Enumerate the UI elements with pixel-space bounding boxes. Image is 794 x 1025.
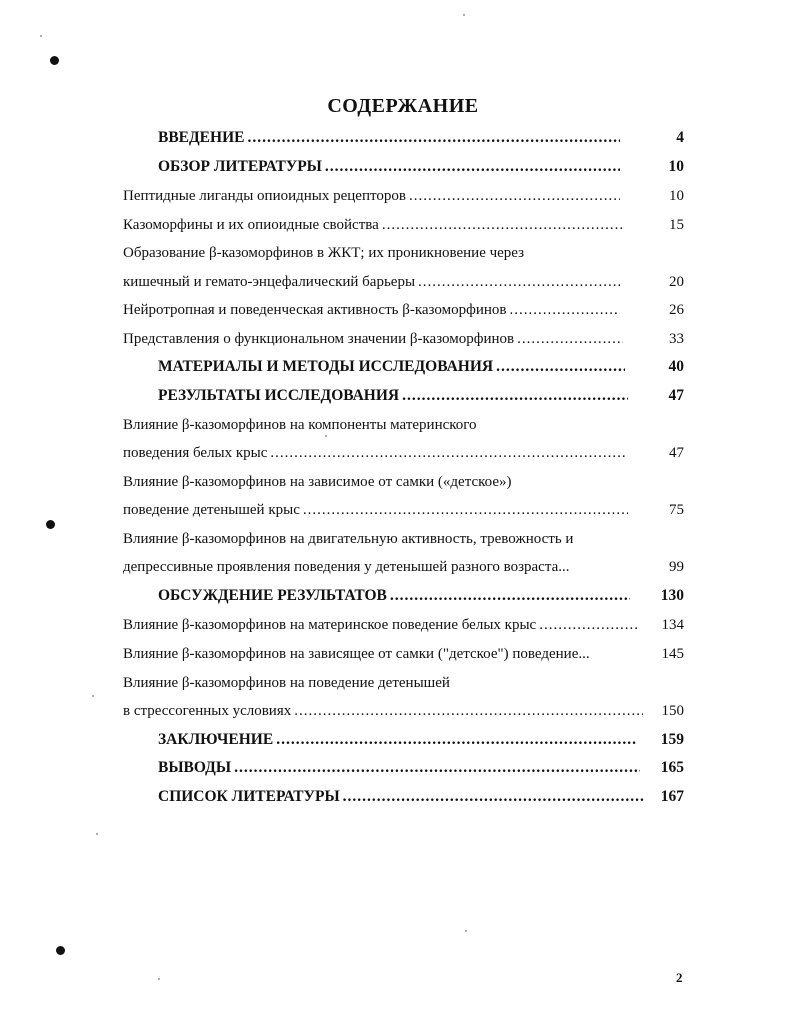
scan-speck xyxy=(40,35,42,37)
toc-entry-label: РЕЗУЛЬТАТЫ ИССЛЕДОВАНИЯ xyxy=(158,387,400,404)
leader-dots xyxy=(382,213,623,237)
toc-entry-introduction[interactable] xyxy=(0,126,794,150)
toc-entry-label: Казоморфины и их опиоидные свойства xyxy=(123,217,379,233)
toc-entry-page: 26 xyxy=(669,302,684,318)
toc-entry-page: 165 xyxy=(660,759,684,776)
toc-entry[interactable] xyxy=(0,470,794,494)
toc-entry-page: 20 xyxy=(669,274,684,290)
toc-entry[interactable] xyxy=(0,555,794,579)
leader-dots xyxy=(247,126,620,150)
toc-entry-page: 4 xyxy=(676,129,684,146)
toc-entry-page: 159 xyxy=(660,731,684,748)
toc-entry-page: 40 xyxy=(668,358,684,375)
toc-entry-label: поведение детенышей крыс xyxy=(123,502,300,518)
toc-entry-label: СПИСОК ЛИТЕРАТУРЫ xyxy=(158,788,340,805)
toc-entry-page: 134 xyxy=(661,617,684,633)
toc-entry[interactable] xyxy=(0,527,794,551)
toc-entry-page: 167 xyxy=(660,788,684,805)
toc-entry[interactable] xyxy=(0,327,794,351)
toc-entry-discussion[interactable] xyxy=(0,584,794,608)
leader-dots xyxy=(496,355,625,379)
scan-speck xyxy=(92,695,94,697)
toc-entry-materials-methods[interactable] xyxy=(0,355,794,379)
toc-entry-page: 145 xyxy=(661,646,684,662)
toc-entry[interactable] xyxy=(0,671,794,695)
toc-entry-label: МАТЕРИАЛЫ И МЕТОДЫ ИССЛЕДОВАНИЯ xyxy=(158,358,494,375)
leader-dots xyxy=(418,270,620,294)
toc-entry[interactable] xyxy=(0,642,794,666)
leader-dots xyxy=(409,184,620,208)
toc-entry-page: 33 xyxy=(669,331,684,347)
toc-entry-page: 10 xyxy=(668,158,684,175)
toc-entry[interactable] xyxy=(0,213,794,237)
leader-dots xyxy=(325,155,620,179)
toc-entry-label: Влияние β-казоморфинов на зависящее от самки ("детское") поведение... xyxy=(123,646,590,662)
toc-entry-page: 47 xyxy=(669,445,684,461)
toc-entry[interactable] xyxy=(0,184,794,208)
toc-entry-findings[interactable] xyxy=(0,756,794,780)
toc-entry-conclusion[interactable] xyxy=(0,728,794,752)
toc-entry-label: депрессивные проявления поведения у детенышей разного возраста... xyxy=(123,559,570,575)
scan-speck xyxy=(463,14,465,16)
toc-entry-page: 15 xyxy=(669,217,684,233)
toc-entry[interactable] xyxy=(0,441,794,465)
page-title: СОДЕРЖАНИЕ xyxy=(327,95,479,117)
leader-dots xyxy=(294,699,643,723)
leader-dots xyxy=(509,298,620,322)
toc-entry-label: ВЫВОДЫ xyxy=(158,759,232,776)
toc-entry-label: Влияние β-казоморфинов на материнское поведение белых крыс xyxy=(123,617,537,633)
toc-entry-page: 47 xyxy=(668,387,684,404)
toc-entry-page: 75 xyxy=(669,502,684,518)
toc-entry-page: 130 xyxy=(660,587,684,604)
toc-entry-label: Влияние β-казоморфинов на зависимое от самки («детское») xyxy=(123,474,512,490)
toc-entry-label: ЗАКЛЮЧЕНИЕ xyxy=(158,731,274,748)
toc-entry[interactable] xyxy=(0,498,794,522)
leader-dots xyxy=(276,728,636,752)
toc-entry-label: поведения белых крыс xyxy=(123,445,268,461)
toc-entry-label: Представления о функциональном значении β-казоморфинов xyxy=(123,331,515,347)
leader-dots xyxy=(539,613,640,637)
page-number: 2 xyxy=(676,970,683,985)
toc-entry-references[interactable] xyxy=(0,785,794,809)
toc-entry-label: Пептидные лиганды опиоидных рецепторов xyxy=(123,188,406,204)
toc-entry-label: ОБЗОР ЛИТЕРАТУРЫ xyxy=(158,158,322,175)
toc-entry-label: Образование β-казоморфинов в ЖКТ; их проникновение через xyxy=(123,245,525,261)
leader-dots xyxy=(303,498,628,522)
leader-dots xyxy=(390,584,630,608)
toc-entry-label: ВВЕДЕНИЕ xyxy=(158,129,245,146)
scan-speck xyxy=(96,833,98,835)
binder-hole-top xyxy=(50,56,59,65)
toc-entry-literature-review[interactable] xyxy=(0,155,794,179)
leader-dots xyxy=(402,384,628,408)
toc-entry[interactable] xyxy=(0,270,794,294)
toc-entry-label: в стрессогенных условиях xyxy=(123,703,292,719)
toc-entry-label: кишечный и гемато-энцефалический барьеры xyxy=(123,274,416,290)
binder-hole-bottom xyxy=(56,946,65,955)
toc-entry-page: 150 xyxy=(661,703,684,719)
leader-dots xyxy=(234,756,640,780)
leader-dots xyxy=(517,327,623,351)
toc-entry-label: Влияние β-казоморфинов на поведение детенышей xyxy=(123,675,450,691)
leader-dots xyxy=(343,785,644,809)
leader-dots xyxy=(270,441,625,465)
toc-entry-label: Влияние β-казоморфинов на двигательную активность, тревожность и xyxy=(123,531,574,547)
toc-entry[interactable] xyxy=(0,613,794,637)
toc-entry-label: ОБСУЖДЕНИЕ РЕЗУЛЬТАТОВ xyxy=(158,587,387,604)
toc-entry-page: 99 xyxy=(669,559,684,575)
toc-entry-label: Влияние β-казоморфинов на компоненты материнского xyxy=(123,417,477,433)
toc-entry-label: Нейротропная и поведенческая активность β-казоморфинов xyxy=(123,302,507,318)
toc-entry[interactable] xyxy=(0,413,794,437)
toc-entry-page: 10 xyxy=(669,188,684,204)
toc-entry-results[interactable] xyxy=(0,384,794,408)
toc-entry[interactable] xyxy=(0,699,794,723)
scan-speck xyxy=(465,930,467,932)
scan-speck xyxy=(158,978,160,980)
toc-entry[interactable] xyxy=(0,298,794,322)
toc-entry[interactable] xyxy=(0,241,794,265)
